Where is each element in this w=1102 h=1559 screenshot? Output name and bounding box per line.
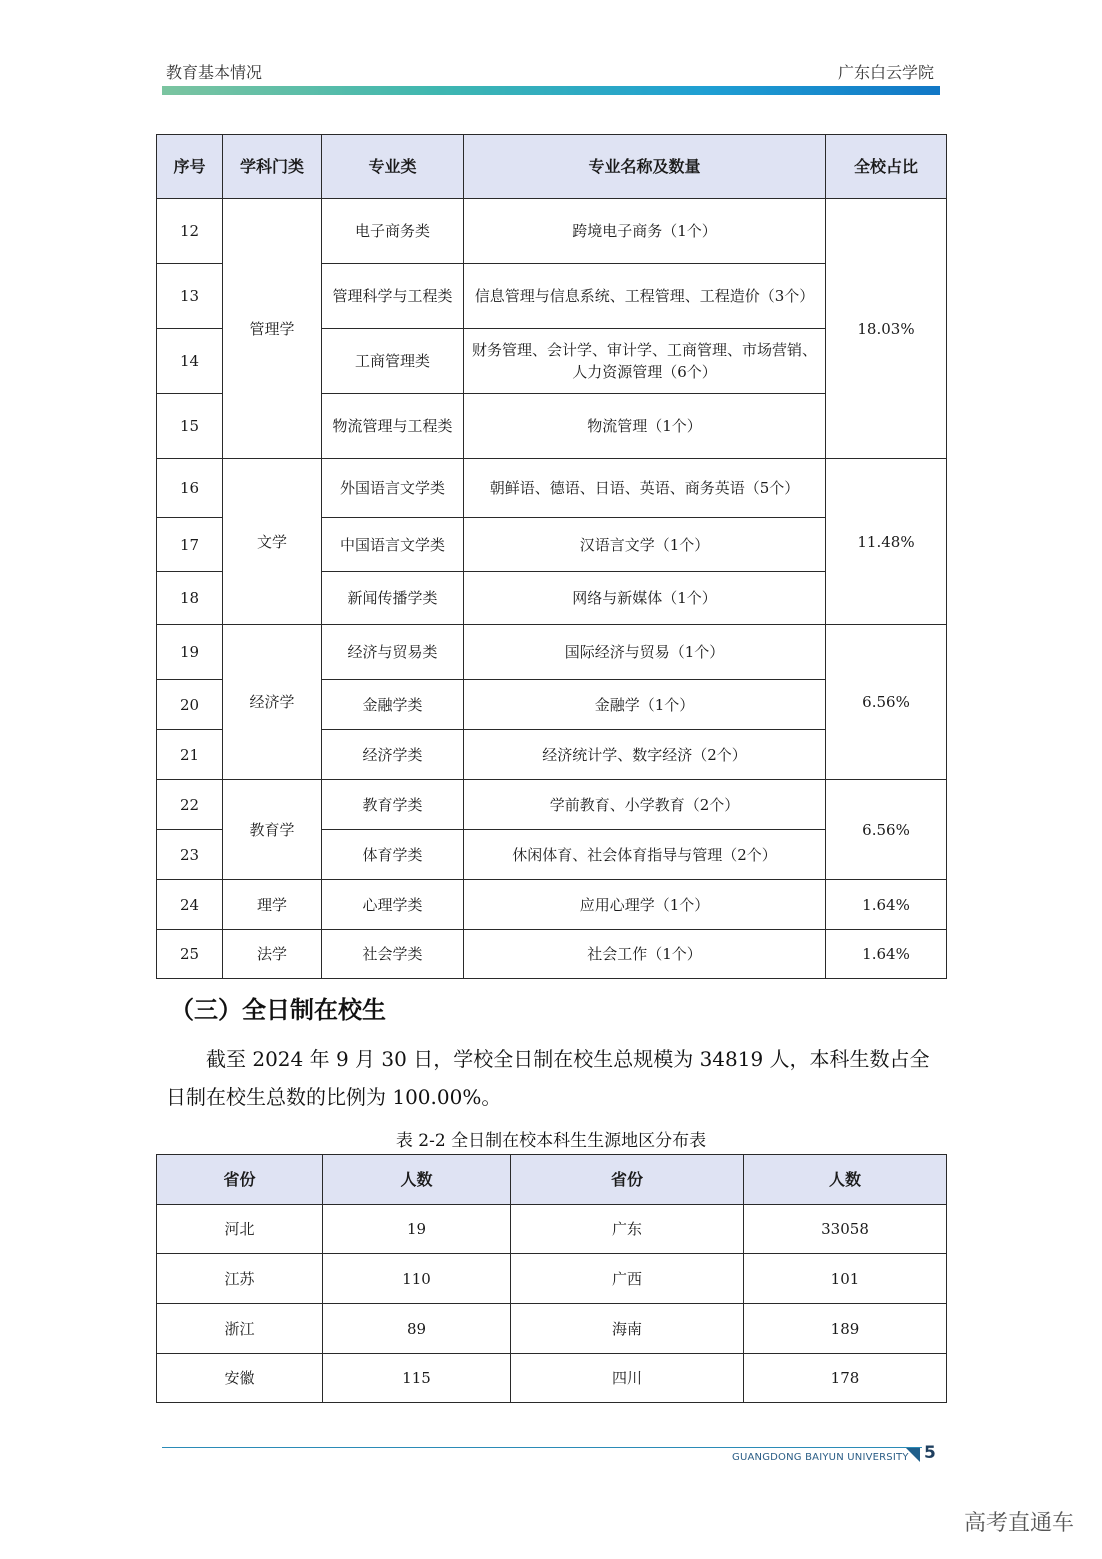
major-names-cell: 社会工作（1个） xyxy=(464,930,826,979)
header-university-name: 广东白云学院 xyxy=(837,63,934,82)
row-number: 19 xyxy=(157,625,223,680)
major-category-cell: 体育学类 xyxy=(322,830,464,880)
header-section-title: 教育基本情况 xyxy=(166,63,263,82)
major-category-cell: 经济与贸易类 xyxy=(322,625,464,680)
footer-triangle-icon xyxy=(906,1448,920,1462)
major-names-cell: 物流管理（1个） xyxy=(464,394,826,459)
table-row xyxy=(157,1304,947,1354)
discipline-cell: 管理学 xyxy=(223,199,322,459)
count-cell: 178 xyxy=(744,1354,947,1403)
row-number: 24 xyxy=(157,880,223,930)
column-header: 省份 xyxy=(157,1155,323,1205)
discipline-cell: 文学 xyxy=(223,459,322,625)
majors-table xyxy=(156,134,947,979)
row-number: 12 xyxy=(157,199,223,264)
count-cell: 101 xyxy=(744,1254,947,1304)
major-category-cell: 管理科学与工程类 xyxy=(322,264,464,329)
major-names-cell: 国际经济与贸易（1个） xyxy=(464,625,826,680)
table-row xyxy=(157,1205,947,1254)
major-names-cell: 休闲体育、社会体育指导与管理（2个） xyxy=(464,830,826,880)
discipline-cell: 经济学 xyxy=(223,625,322,780)
major-names-cell: 应用心理学（1个） xyxy=(464,880,826,930)
major-names-cell: 金融学（1个） xyxy=(464,680,826,730)
major-category-cell: 新闻传播学类 xyxy=(322,572,464,625)
count-cell: 33058 xyxy=(744,1205,947,1254)
count-cell: 89 xyxy=(323,1304,511,1354)
major-category-cell: 经济学类 xyxy=(322,730,464,780)
province-cell: 四川 xyxy=(511,1354,744,1403)
row-number: 16 xyxy=(157,459,223,518)
share-cell: 1.64% xyxy=(826,880,947,930)
province-cell: 江苏 xyxy=(157,1254,323,1304)
major-names-cell: 朝鲜语、德语、日语、英语、商务英语（5个） xyxy=(464,459,826,518)
major-names-cell: 经济统计学、数字经济（2个） xyxy=(464,730,826,780)
row-number: 22 xyxy=(157,780,223,830)
major-names-cell: 学前教育、小学教育（2个） xyxy=(464,780,826,830)
major-category-cell: 电子商务类 xyxy=(322,199,464,264)
major-names-cell: 跨境电子商务（1个） xyxy=(464,199,826,264)
major-category-cell: 外国语言文学类 xyxy=(322,459,464,518)
share-cell: 6.56% xyxy=(826,780,947,880)
major-names-cell: 网络与新媒体（1个） xyxy=(464,572,826,625)
major-names-cell: 财务管理、会计学、审计学、工商管理、市场营销、人力资源管理（6个） xyxy=(464,329,826,394)
row-number: 21 xyxy=(157,730,223,780)
table-row xyxy=(157,1254,947,1304)
column-header: 人数 xyxy=(323,1155,511,1205)
share-cell: 6.56% xyxy=(826,625,947,780)
major-names-cell: 汉语言文学（1个） xyxy=(464,518,826,572)
row-number: 13 xyxy=(157,264,223,329)
discipline-cell: 法学 xyxy=(223,930,322,979)
province-cell: 河北 xyxy=(157,1205,323,1254)
table-header-row xyxy=(157,135,947,199)
table-row xyxy=(157,625,947,680)
table-row xyxy=(157,780,947,830)
major-category-cell: 物流管理与工程类 xyxy=(322,394,464,459)
provinces-table xyxy=(156,1154,947,1403)
row-number: 14 xyxy=(157,329,223,394)
column-header: 专业名称及数量 xyxy=(464,135,826,199)
share-cell: 11.48% xyxy=(826,459,947,625)
table-row xyxy=(157,930,947,979)
row-number: 20 xyxy=(157,680,223,730)
share-cell: 18.03% xyxy=(826,199,947,459)
row-number: 18 xyxy=(157,572,223,625)
count-cell: 19 xyxy=(323,1205,511,1254)
count-cell: 115 xyxy=(323,1354,511,1403)
major-category-cell: 工商管理类 xyxy=(322,329,464,394)
province-cell: 广西 xyxy=(511,1254,744,1304)
column-header: 序号 xyxy=(157,135,223,199)
column-header: 人数 xyxy=(744,1155,947,1205)
footer-university-name: GUANGDONG BAIYUN UNIVERSITY xyxy=(732,1452,909,1463)
province-cell: 安徽 xyxy=(157,1354,323,1403)
major-category-cell: 社会学类 xyxy=(322,930,464,979)
province-cell: 海南 xyxy=(511,1304,744,1354)
count-cell: 110 xyxy=(323,1254,511,1304)
major-category-cell: 中国语言文学类 xyxy=(322,518,464,572)
province-cell: 广东 xyxy=(511,1205,744,1254)
body-paragraph: 截至 2024 年 9 月 30 日，学校全日制在校生总规模为 34819 人，本科生数占全日制在校生总数的比例为 100.00%。 xyxy=(166,1047,930,1109)
major-category-cell: 心理学类 xyxy=(322,880,464,930)
major-category-cell: 教育学类 xyxy=(322,780,464,830)
watermark: 高考直通车 xyxy=(963,1511,1074,1536)
column-header: 省份 xyxy=(511,1155,744,1205)
header-gradient-bar xyxy=(162,86,940,95)
row-number: 25 xyxy=(157,930,223,979)
table-header-row xyxy=(157,1155,947,1205)
major-names-cell: 信息管理与信息系统、工程管理、工程造价（3个） xyxy=(464,264,826,329)
table-caption: 表 2-2 全日制在校本科生生源地区分布表 xyxy=(395,1131,707,1151)
footer-line xyxy=(162,1447,922,1448)
section-heading: （三）全日制在校生 xyxy=(170,996,386,1024)
column-header: 专业类 xyxy=(322,135,464,199)
row-number: 17 xyxy=(157,518,223,572)
discipline-cell: 理学 xyxy=(223,880,322,930)
row-number: 23 xyxy=(157,830,223,880)
page-number: 5 xyxy=(924,1443,936,1463)
row-number: 15 xyxy=(157,394,223,459)
share-cell: 1.64% xyxy=(826,930,947,979)
column-header: 学科门类 xyxy=(223,135,322,199)
discipline-cell: 教育学 xyxy=(223,780,322,880)
table-row xyxy=(157,1354,947,1403)
province-cell: 浙江 xyxy=(157,1304,323,1354)
major-category-cell: 金融学类 xyxy=(322,680,464,730)
table-row xyxy=(157,199,947,264)
table-row xyxy=(157,880,947,930)
table-row xyxy=(157,459,947,518)
count-cell: 189 xyxy=(744,1304,947,1354)
column-header: 全校占比 xyxy=(826,135,947,199)
